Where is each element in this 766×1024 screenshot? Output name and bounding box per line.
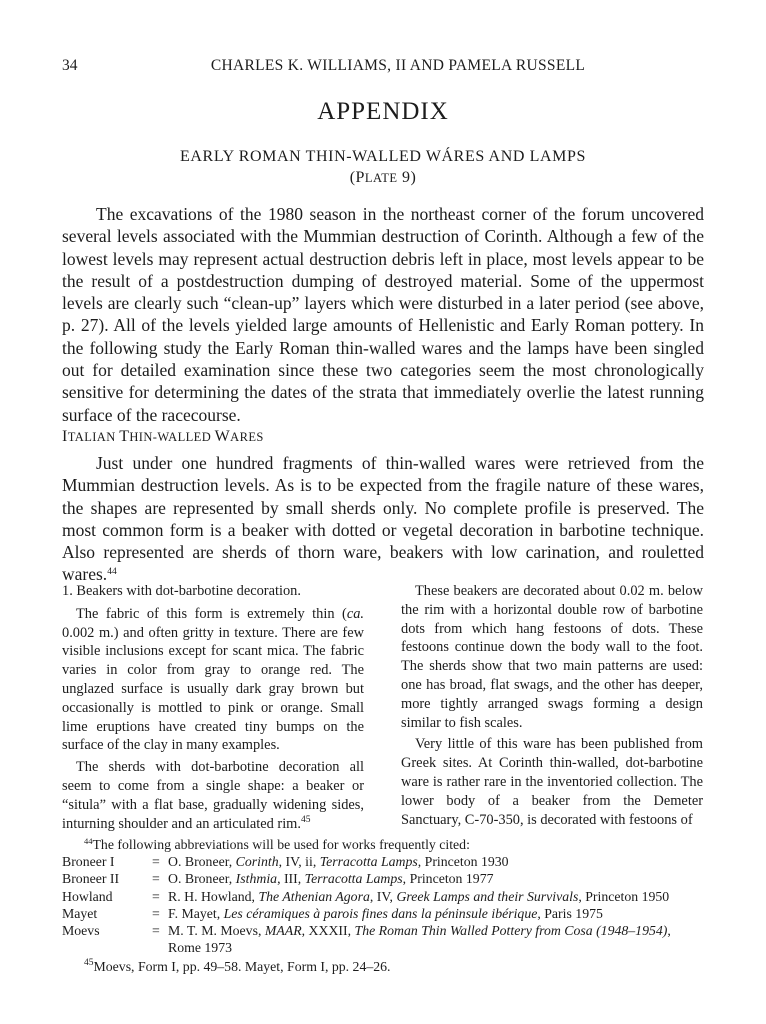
- subhead-t: T: [119, 428, 130, 445]
- ref-author: O. Broneer,: [168, 854, 236, 870]
- equals-sign: =: [152, 923, 160, 939]
- appendix-title: APPENDIX: [317, 98, 449, 125]
- subheading-italian-thin-walled-wares: [62, 428, 264, 446]
- left-column: [62, 582, 364, 836]
- abbreviation-row: [62, 905, 704, 922]
- footnote-mark-45: 45: [84, 958, 94, 969]
- running-title: CHARLES K. WILLIAMS, II AND PAMELA RUSSELL: [210, 57, 586, 74]
- equals-sign: =: [152, 905, 160, 921]
- abbreviation-key: Broneer II: [62, 871, 120, 887]
- ref-tail: ,: [667, 923, 671, 939]
- abbreviation-list: [62, 853, 704, 939]
- ref-italic-2: Greek Lamps and their Survivals: [396, 888, 579, 904]
- footnote-45-text: Moevs, Form I, pp. 49–58. Mayet, Form I, pp. 24–26.: [93, 959, 391, 975]
- subhead-talian: TALIAN: [67, 430, 120, 444]
- fabric-paragraph: [62, 605, 364, 755]
- fabric-text-a: The fabric of this form is extremely thin (: [76, 605, 347, 622]
- ref-author: M. T. M. Moevs,: [168, 923, 265, 939]
- footnote-mark-44: 44: [84, 836, 93, 846]
- thin-walled-text: Just under one hundred fragments of thin-walled wares were retrieved from the Mummian destruction levels. As is to be expected from the fragile nature of these wares, the shapes are represented by small sherds only. No complete profile is preserved. The most common form is a beaker with dotted or vegetal decoration in barbotine technique. Also represented are sherds of thorn ware, beakers with low carination, and rouletted wares.: [62, 453, 704, 585]
- catalog-item-heading: 1. Beakers with dot-barbotine decoration.: [62, 583, 301, 599]
- fabric-text-b: 0.002 m.) and often gritty in texture. There are few visible inclusions except for scant mica. The fabric varies in color from gray to orange red. The unglazed surface is usually dark gray brown but occasionally is mottled to pink or orange. Small lime eruptions have created tiny bumps on the surface of the clay in many examples.: [62, 624, 364, 754]
- moevs-continuation: Rome 1973: [168, 940, 232, 956]
- abbreviation-reference: [152, 853, 704, 870]
- equals-sign: =: [152, 854, 160, 870]
- ref-mid: , Paris 1975: [537, 905, 603, 921]
- ref-mid: , XXXII,: [301, 923, 355, 939]
- abbreviation-key: Broneer I: [62, 854, 115, 870]
- ref-italic-2: Terracotta Lamps: [304, 871, 403, 887]
- ref-italic-2: The Roman Thin Walled Pottery from Cosa (1948–1954): [354, 923, 668, 939]
- ref-italic-2: Terracotta Lamps: [319, 854, 418, 870]
- ref-italic-1: Corinth: [235, 854, 279, 870]
- footnote-44: [62, 836, 704, 853]
- ref-italic-1: The Athenian Agora: [258, 888, 370, 904]
- running-header: [62, 57, 704, 79]
- ref-mid: , IV, ii,: [278, 854, 320, 870]
- publication-paragraph: Very little of this ware has been published from Greek sites. At Corinth thin-walled, dot-barbotine ware is rather rare in the inventoried collection. The lower body of a beaker from the Demeter Sanctuary, C-70-350, is decorated with festoons of: [401, 736, 703, 828]
- abbreviation-row: [62, 853, 704, 870]
- decoration-paragraph: These beakers are decorated about 0.02 m. below the rim with a horizontal double row of barbotine dots from which hang festoons of dots. These festoons continue down the body wall to the foot. The sherds show that two main patterns are used: one has broad, flat swags, and the other has deeper, more tightly arranged swags forming a design similar to fish scales.: [401, 583, 703, 731]
- footnote-ref-45[interactable]: 45: [300, 814, 311, 825]
- subhead-i: I: [62, 428, 68, 445]
- subhead-ares: ARES: [230, 430, 264, 444]
- ref-italic-1: MAAR: [264, 923, 302, 939]
- shape-text: The sherds with dot-barbotine decoration all seem to come from a single shape: a beaker or “situla” with a flat base, gradually widening sides, inturning shoulder and an articulated rim.: [62, 759, 364, 832]
- ref-author: R. H. Howland,: [168, 888, 259, 904]
- abbreviation-key: Moevs: [62, 923, 100, 939]
- ref-italic-1: Les céramiques à parois fines dans la péninsule ibérique: [223, 905, 538, 921]
- subhead-w: W: [214, 428, 231, 445]
- ref-tail: , Princeton 1930: [417, 854, 509, 870]
- footnote-44-text: The following abbreviations will be used for works frequently cited:: [92, 837, 470, 852]
- page-number: 34: [62, 57, 78, 74]
- section-title: EARLY ROMAN THIN-WALLED WÁRES AND LAMPS: [180, 148, 586, 165]
- ref-tail: , Princeton 1977: [402, 871, 494, 887]
- plate-rest: LATE: [364, 171, 398, 185]
- shape-paragraph: [62, 758, 364, 833]
- footnote-ref-44[interactable]: 44: [107, 567, 117, 578]
- thin-walled-paragraph: [62, 452, 704, 586]
- abbreviation-reference: [152, 905, 704, 922]
- ref-author: F. Mayet,: [168, 905, 224, 921]
- plate-close: 9): [397, 169, 417, 186]
- abbreviation-row: [62, 870, 704, 887]
- ref-italic-1: Isthmia: [235, 871, 278, 887]
- subhead-hin-walled: HIN-WALLED: [129, 430, 215, 444]
- ref-tail: , Princeton 1950: [578, 888, 670, 904]
- abbreviation-reference: [152, 888, 704, 905]
- ref-mid: , III,: [277, 871, 305, 887]
- abbreviation-row: [62, 888, 704, 905]
- equals-sign: =: [152, 871, 160, 887]
- plate-open: (P: [349, 169, 365, 186]
- right-column: [401, 582, 703, 832]
- abbreviation-reference: [152, 870, 704, 887]
- footnote-45: [62, 958, 704, 975]
- abbreviation-key: Howland: [62, 888, 113, 904]
- intro-paragraph: The excavations of the 1980 season in the northeast corner of the forum uncovered several levels associated with the Mummian destruction of Corinth. Although a few of the lowest levels may represent actual destruction debris left in place, most levels appear to be the result of a postdestruction dumping of destroyed material. Some of the uppermost levels are clearly such “clean-up” layers which were disturbed in a later period (see above, p. 27). All of the levels yielded large amounts of Hellenistic and Early Roman pottery. In the following study the Early Roman thin-walled wares and the lamps have been singled out for detailed examination since these two categories seem the most chronologically sensitive for determining the dates of the strata that immediately overlie the latest running surface of the racecourse.: [62, 204, 704, 425]
- abbreviation-reference: [152, 922, 704, 939]
- ref-author: O. Broneer,: [168, 871, 236, 887]
- footnotes: [62, 836, 704, 976]
- abbreviation-key: Mayet: [62, 905, 98, 921]
- equals-sign: =: [152, 888, 160, 904]
- abbreviation-row: [62, 922, 704, 939]
- fabric-text-ca: ca.: [346, 605, 364, 622]
- ref-mid: , IV,: [369, 888, 397, 904]
- plate-reference: [0, 169, 766, 187]
